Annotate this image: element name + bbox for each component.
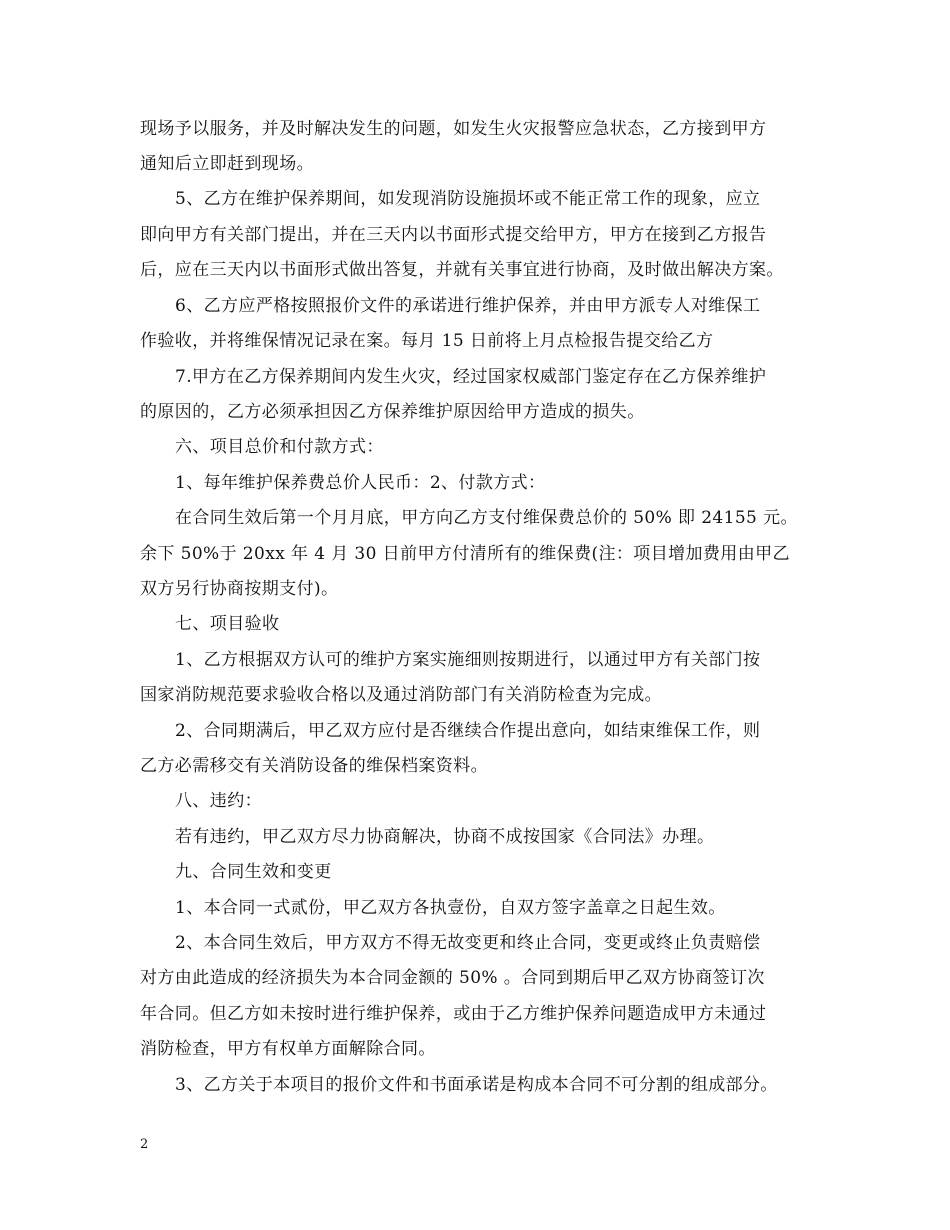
text-line: 2、合同期满后，甲乙双方应付是否继续合作提出意向，如结束维保工作，则 [175, 721, 761, 741]
text-line: 7.甲方在乙方保养期间内发生火灾，经过国家权威部门鉴定存在乙方保养维护 [175, 367, 767, 387]
text-line: 余下 50%于 20xx 年 4 月 30 日前甲方付清所有的维保费(注：项目增加费用由甲乙 [140, 544, 790, 564]
text-line: 1、本合同一式贰份，甲乙双方各执壹份，自双方签字盖章之日起生效。 [175, 898, 726, 918]
text-line: 若有违约，甲乙双方尽力协商解决，协商不成按国家《合同法》办理。 [175, 827, 715, 847]
text-line: 的原因的，乙方必须承担因乙方保养维护原因给甲方造成的损失。 [140, 402, 645, 422]
text-line: 即向甲方有关部门提出，并在三天内以书面形式提交给甲方，甲方在接到乙方报告 [140, 225, 767, 245]
text-line: 对方由此造成的经济损失为本合同金额的 50% 。合同到期后甲乙双方协商签订次 [140, 968, 765, 988]
text-line: 乙方必需移交有关消防设备的维保档案资料。 [140, 756, 488, 776]
text-line: 消防检查，甲方有权单方面解除合同。 [140, 1039, 436, 1059]
text-line: 6、乙方应严格按照报价文件的承诺进行维护保养，并由甲方派专人对维保工 [175, 296, 761, 316]
text-line: 双方另行协商按期支付)。 [140, 579, 339, 599]
page-number: 2 [140, 1137, 149, 1152]
text-line: 后，应在三天内以书面形式做出答复，并就有关事宜进行协商，及时做出解决方案。 [140, 260, 784, 280]
text-line: 年合同。但乙方如未按时进行维护保养，或由于乙方维护保养问题造成甲方未通过 [140, 1004, 767, 1024]
text-line: 国家消防规范要求验收合格以及通过消防部门有关消防检查为完成。 [140, 685, 662, 705]
section-heading: 六、项目总价和付款方式： [175, 437, 384, 457]
section-heading: 九、合同生效和变更 [175, 862, 332, 882]
section-heading: 八、违约： [175, 791, 262, 811]
text-line: 1、乙方根据双方认可的维护方案实施细则按期进行，以通过甲方有关部门按 [175, 650, 761, 670]
text-line: 作验收，并将维保情况记录在案。每月 15 日前将上月点检报告提交给乙方 [140, 331, 714, 351]
text-line: 2、本合同生效后，甲方双方不得无故变更和终止合同，变更或终止负责赔偿 [175, 933, 761, 953]
text-line: 现场予以服务，并及时解决发生的问题，如发生火灾报警应急状态，乙方接到甲方 [140, 119, 767, 139]
text-line: 5、乙方在维护保养期间，如发现消防设施损坏或不能正常工作的现象，应立 [175, 189, 761, 209]
section-heading: 七、项目验收 [175, 614, 280, 634]
text-line: 通知后立即赶到现场。 [140, 154, 314, 174]
text-line: 1、每年维护保养费总价人民币：2、付款方式： [175, 473, 546, 493]
text-line: 在合同生效后第一个月月底，甲方向乙方支付维保费总价的 50% 即 24155 元。 [175, 508, 798, 528]
text-line: 3、乙方关于本项目的报价文件和书面承诺是构成本合同不可分割的组成部分。 [175, 1075, 778, 1095]
